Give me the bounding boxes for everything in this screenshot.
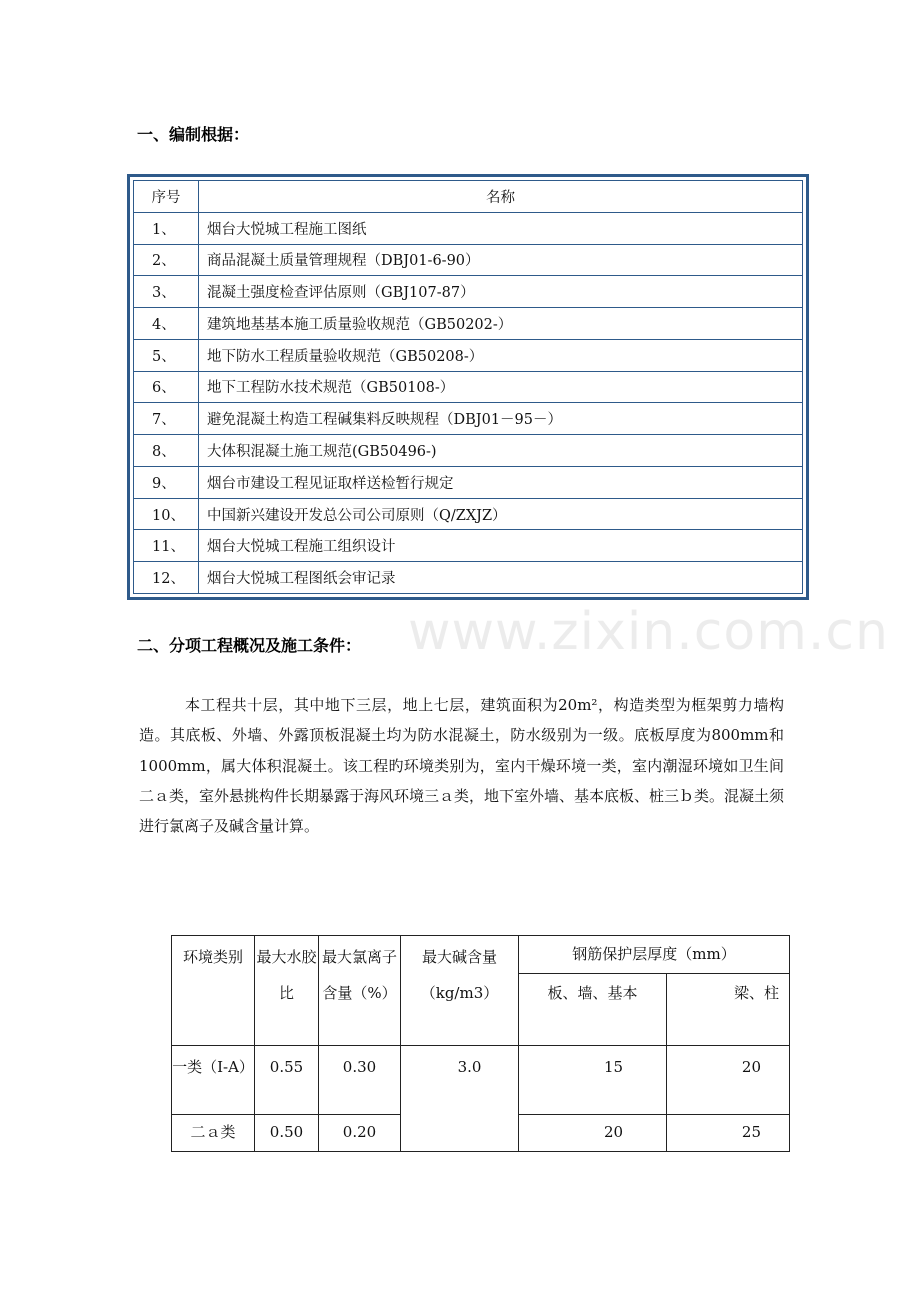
row-beam-cover: 25 [667, 1115, 790, 1152]
row-water-binder-ratio: 0.55 [255, 1046, 319, 1115]
row-name: 烟台市建设工程见证取样送检暂行规定 [199, 466, 803, 498]
table-row [134, 244, 803, 276]
row-index: 11、 [134, 530, 199, 562]
row-index: 6、 [134, 371, 199, 403]
table-row [134, 308, 803, 340]
project-overview-paragraph: 本工程共十层，其中地下三层，地上七层，建筑面积为20m²，构造类型为框架剪力墙构造。其底板、外墙、外露顶板混凝土均为防水混凝土，防水级别为一级。底板厚度为800mm和1000mm，属大体积混凝土。该工程旳环境类别为，室内干燥环境一类，室内潮湿环境如卫生间二ａ类，室外悬挑构件长期暴露于海风环境三ａ类，地下室外墙、基本底板、桩三ｂ类。混凝土须进行氯离子及碱含量计算。 [139, 696, 785, 836]
row-name: 中国新兴建设开发总公司公司原则（Q/ZXJZ） [199, 498, 803, 530]
row-name: 烟台大悦城工程图纸会审记录 [199, 562, 803, 594]
table-row [172, 1046, 790, 1115]
row-index: 7、 [134, 403, 199, 435]
reference-table [133, 180, 803, 594]
table-row [134, 276, 803, 308]
row-chloride: 0.30 [319, 1046, 401, 1115]
header-chloride: 最大氯离子含量（%） [319, 936, 401, 1046]
row-index: 5、 [134, 339, 199, 371]
watermark: www.zixin.com.cn [408, 602, 889, 662]
row-index: 4、 [134, 308, 199, 340]
section-1-title: 一、编制根据： [137, 125, 250, 144]
header-slab-wall-foundation: 板、墙、基本 [519, 974, 667, 1046]
row-name: 烟台大悦城工程施工组织设计 [199, 530, 803, 562]
header-env-class: 环境类别 [172, 936, 255, 1046]
table-row [134, 530, 803, 562]
header-name: 名称 [199, 181, 803, 213]
row-index: 2、 [134, 244, 199, 276]
header-index: 序号 [134, 181, 199, 213]
row-beam-cover: 20 [667, 1046, 790, 1115]
table-row [134, 339, 803, 371]
row-name: 商品混凝土质量管理规程（DBJ01-6-90） [199, 244, 803, 276]
row-slab-cover: 15 [519, 1046, 667, 1115]
alkali-value: 3.0 [401, 1046, 519, 1152]
row-slab-cover: 20 [519, 1115, 667, 1152]
header-cover-thickness: 钢筋保护层厚度（mm） [519, 936, 790, 974]
table-row [134, 403, 803, 435]
row-name: 建筑地基基本施工质量验收规范（GB50202-） [199, 308, 803, 340]
row-name: 混凝土强度检查评估原则（GBJ107-87） [199, 276, 803, 308]
table-row [134, 212, 803, 244]
row-water-binder-ratio: 0.50 [255, 1115, 319, 1152]
reference-table-header [134, 181, 803, 213]
row-name: 地下工程防水技术规范（GB50108-） [199, 371, 803, 403]
row-index: 10、 [134, 498, 199, 530]
table-row [134, 466, 803, 498]
row-name: 烟台大悦城工程施工图纸 [199, 212, 803, 244]
row-name: 地下防水工程质量验收规范（GB50208-） [199, 339, 803, 371]
row-name: 大体积混凝土施工规范(GB50496-) [199, 435, 803, 467]
section-2-title: 二、分项工程概况及施工条件： [137, 636, 362, 655]
row-index: 12、 [134, 562, 199, 594]
row-env-class: 二ａ类 [172, 1115, 255, 1152]
row-index: 8、 [134, 435, 199, 467]
reference-table-frame [127, 174, 809, 600]
row-index: 3、 [134, 276, 199, 308]
table-row [134, 498, 803, 530]
row-index: 1、 [134, 212, 199, 244]
header-beam-column: 梁、柱 [667, 974, 790, 1046]
row-name: 避免混凝土构造工程碱集料反映规程（DBJ01－95－） [199, 403, 803, 435]
header-water-binder-ratio: 最大水胶比 [255, 936, 319, 1046]
row-index: 9、 [134, 466, 199, 498]
table-row [134, 371, 803, 403]
row-chloride: 0.20 [319, 1115, 401, 1152]
table-row [134, 435, 803, 467]
header-alkali: 最大碱含量（kg/m3） [401, 936, 519, 1046]
row-env-class: 一类（I-A） [172, 1046, 255, 1115]
environment-table [171, 935, 790, 1152]
env-header-row-1 [172, 936, 790, 974]
table-row [134, 562, 803, 594]
